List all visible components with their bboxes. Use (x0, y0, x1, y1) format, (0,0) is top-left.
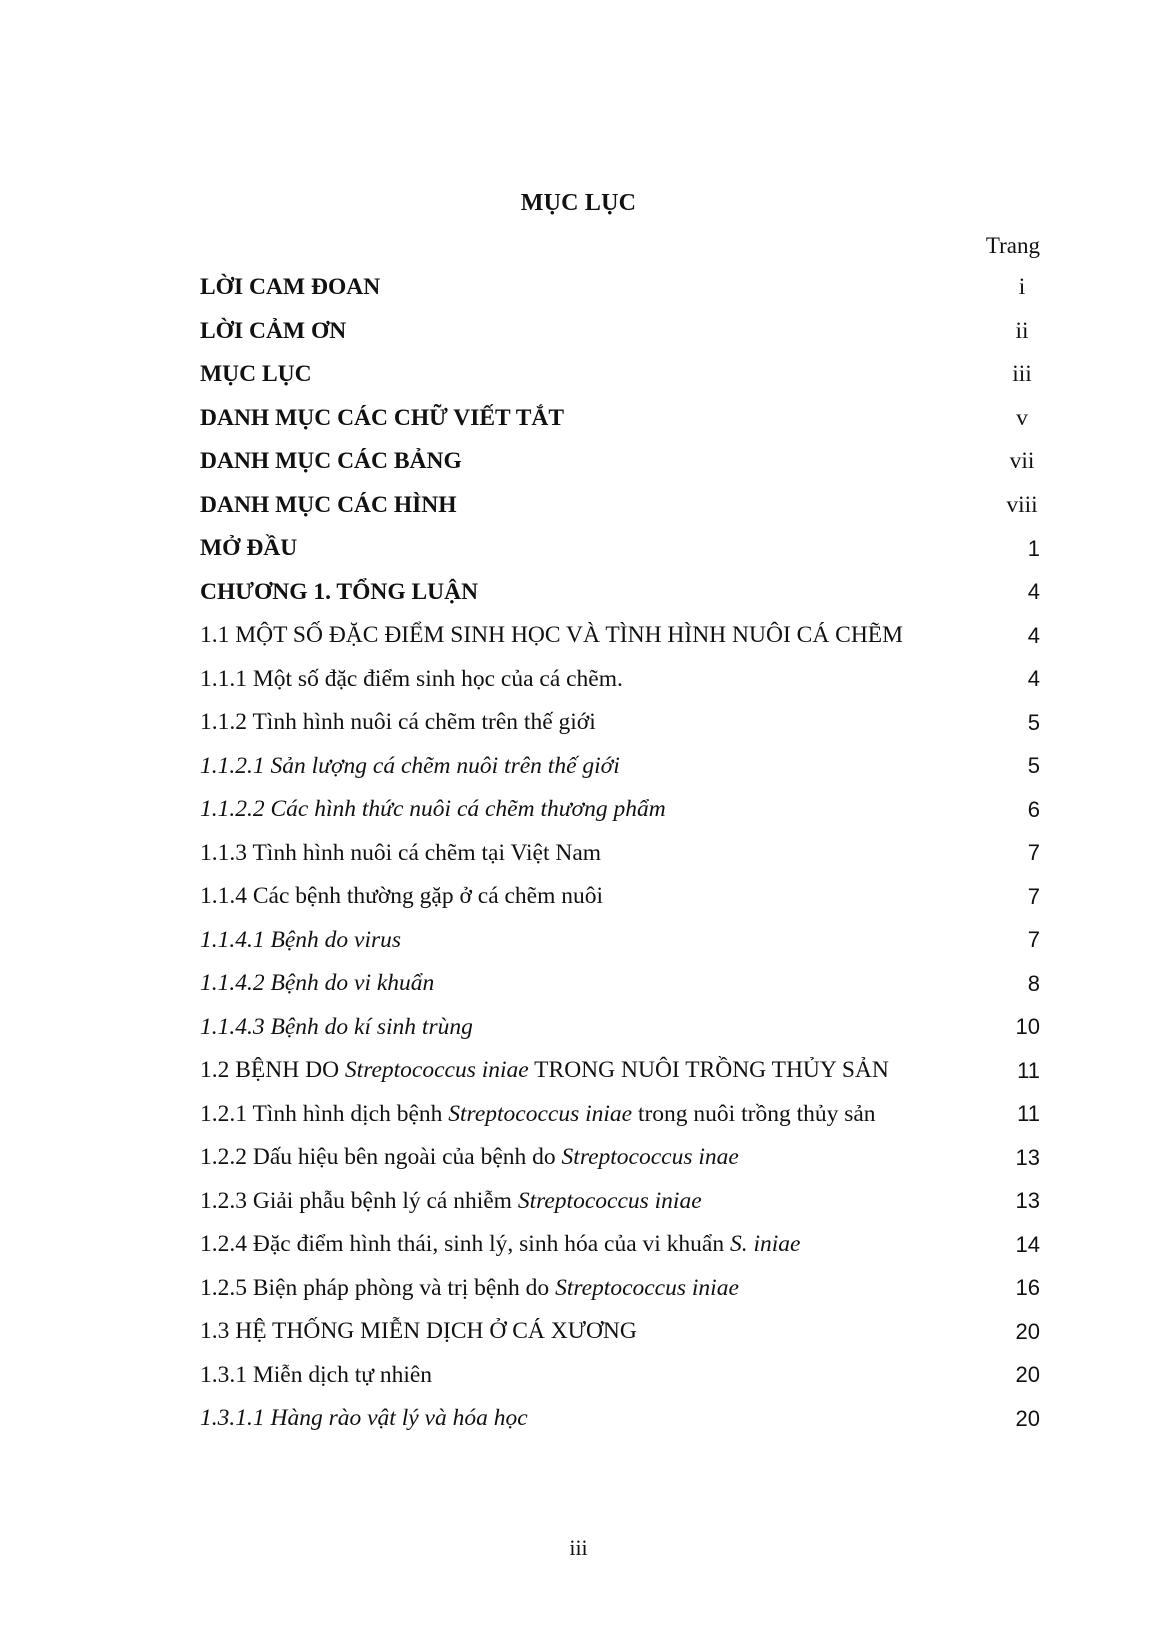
toc-entry-title (200, 1275, 1040, 1302)
toc-entry-page-number: 5 (1027, 709, 1040, 735)
toc-entry (200, 962, 1040, 1006)
toc-entry-page-number: 1 (1027, 535, 1040, 561)
toc-entry-title: LỜI CAM ĐOAN (200, 274, 381, 301)
toc-entry-title: 1.1.4.2 Bệnh do vi khuẩn (200, 970, 435, 997)
toc-entry-title: 1.1 MỘT SỐ ĐẶC ĐIỂM SINH HỌC VÀ TÌNH HÌNH NUÔI CÁ CHẼM (200, 622, 904, 649)
toc-entry (200, 310, 1040, 354)
toc-entry-title-part: 1.2.5 Biện pháp phòng và trị bệnh do (200, 1274, 556, 1301)
toc-entry-title: LỜI CẢM ƠN (200, 317, 347, 344)
toc-entry-title: 1.1.4.3 Bệnh do kí sinh trùng (200, 1013, 473, 1040)
toc-entry (200, 1310, 1040, 1354)
toc-entry-page-number: 4 (1027, 666, 1040, 692)
toc-entry (200, 832, 1040, 876)
toc-entry-page-number: i (1018, 274, 1026, 301)
toc-entry-title (200, 1101, 1040, 1128)
toc-entry (200, 1267, 1040, 1311)
toc-entry (200, 1223, 1040, 1267)
toc-entry (200, 919, 1040, 963)
toc-entry-page-number: vii (1009, 448, 1035, 475)
toc-entry-page-number: viii (1006, 491, 1038, 518)
toc-entry-title-italic-part: Streptococcus inae (561, 1144, 739, 1171)
toc-entry-title (200, 1057, 1040, 1084)
page-number-footer: iii (569, 1535, 588, 1560)
toc-entry-title-part: 1.2.2 Dấu hiệu bên ngoài của bệnh do (200, 1144, 562, 1171)
toc-entry-title: 1.3.1.1 Hàng rào vật lý và hóa học (200, 1405, 528, 1432)
toc-entry-page-number: 11 (1017, 1057, 1040, 1083)
toc-entry (200, 397, 1040, 441)
toc-entry-page-number: 5 (1027, 753, 1040, 779)
toc-entry (200, 353, 1040, 397)
toc-entry (200, 527, 1040, 571)
toc-entry-page-number: 11 (1017, 1101, 1040, 1127)
toc-entry (200, 658, 1040, 702)
toc-entry (200, 745, 1040, 789)
toc-entry (200, 614, 1040, 658)
toc-entry (200, 1049, 1040, 1093)
toc-entry-title: 1.1.1 Một số đặc điểm sinh học của cá chẽm. (200, 665, 623, 692)
toc-entry (200, 1397, 1040, 1441)
toc-entry-page-number: 7 (1027, 927, 1040, 953)
toc-entry-title-part: trong nuôi trồng thủy sản (632, 1100, 876, 1127)
toc-entry-title: DANH MỤC CÁC CHỮ VIẾT TẮT (200, 404, 565, 431)
toc-entry-page-number: 4 (1027, 579, 1040, 605)
toc-entry-title-italic-part: Streptococcus iniae (344, 1057, 529, 1084)
toc-entry-page-number: 16 (1015, 1275, 1040, 1301)
page-title: MỤC LỤC (520, 190, 637, 216)
toc-entry-title-italic-part: Streptococcus iniae (448, 1100, 633, 1127)
toc-entry-title: 1.1.4 Các bệnh thường gặp ở cá chẽm nuôi (200, 883, 604, 910)
toc-entry-title-part: TRONG NUÔI TRỒNG THỦY SẢN (528, 1057, 889, 1084)
toc-entry-page-number: 20 (1015, 1405, 1040, 1431)
toc-entry (200, 440, 1040, 484)
toc-entry-title: MỞ ĐẦU (200, 535, 298, 562)
toc-entry-page-number: v (1016, 404, 1028, 431)
toc-entry-title: 1.1.2.1 Sản lượng cá chẽm nuôi trên thế giới (200, 752, 620, 779)
toc-entry-title: 1.1.4.1 Bệnh do virus (200, 926, 402, 953)
toc-entry-title-part: 1.2.4 Đặc điểm hình thái, sinh lý, sinh hóa của vi khuẩn (200, 1231, 730, 1258)
toc-entry (200, 1006, 1040, 1050)
toc-entry (200, 1136, 1040, 1180)
toc-entry-page-number: 20 (1015, 1362, 1040, 1388)
toc-entry (200, 484, 1040, 528)
toc-entry-title: DANH MỤC CÁC HÌNH (200, 491, 457, 518)
toc-entry (200, 1093, 1040, 1137)
toc-entry (200, 701, 1040, 745)
toc-entry (200, 875, 1040, 919)
toc-entry-title: 1.3 HỆ THỐNG MIỄN DỊCH Ở CÁ XƯƠNG (200, 1318, 637, 1345)
toc-entry (200, 1354, 1040, 1398)
toc-entry-title: 1.1.2 Tình hình nuôi cá chẽm trên thế giới (200, 709, 596, 736)
toc-entry-page-number: 8 (1027, 970, 1040, 996)
page-column-header: Trang (985, 233, 1040, 258)
toc-entry-title-part: 1.2.3 Giải phẫu bệnh lý cá nhiễm (200, 1187, 518, 1214)
toc-entry-title-part: 1.2.1 Tình hình dịch bệnh (200, 1100, 449, 1127)
toc-entry-title: 1.1.3 Tình hình nuôi cá chẽm tại Việt Nam (200, 839, 602, 866)
toc-entry-title-italic-part: Streptococcus iniae (517, 1187, 702, 1214)
toc-entry (200, 266, 1040, 310)
toc-entry-page-number: 6 (1027, 796, 1040, 822)
toc-entry-title (200, 1231, 1040, 1258)
toc-entry-page-number: 4 (1027, 622, 1040, 648)
toc-entry-title: DANH MỤC CÁC BẢNG (200, 448, 462, 475)
toc-entry-page-number: 14 (1015, 1231, 1040, 1257)
toc-entry-title-italic-part: S. iniae (729, 1231, 801, 1258)
toc-entry-title: MỤC LỤC (200, 361, 312, 388)
table-of-contents (200, 266, 1040, 1441)
toc-entry-page-number: 7 (1027, 840, 1040, 866)
toc-entry-title: 1.3.1 Miễn dịch tự nhiên (200, 1361, 433, 1388)
toc-entry-title: CHƯƠNG 1. TỔNG LUẬN (200, 578, 479, 605)
toc-entry-page-number: iii (1012, 361, 1032, 388)
toc-entry-page-number: 13 (1015, 1188, 1040, 1214)
toc-entry (200, 1180, 1040, 1224)
toc-entry-title-italic-part: Streptococcus iniae (555, 1274, 739, 1301)
toc-entry-page-number: 20 (1015, 1318, 1040, 1344)
toc-entry-page-number: 7 (1027, 883, 1040, 909)
toc-entry-title (200, 1144, 1040, 1171)
toc-entry-title: 1.1.2.2 Các hình thức nuôi cá chẽm thương phẩm (200, 796, 666, 823)
toc-entry (200, 571, 1040, 615)
toc-entry-title-part: 1.2 BỆNH DO (200, 1057, 345, 1084)
toc-entry-page-number: 10 (1015, 1014, 1040, 1040)
toc-entry-title (200, 1188, 1040, 1215)
toc-entry-page-number: ii (1015, 317, 1029, 344)
toc-entry-page-number: 13 (1015, 1144, 1040, 1170)
toc-entry (200, 788, 1040, 832)
